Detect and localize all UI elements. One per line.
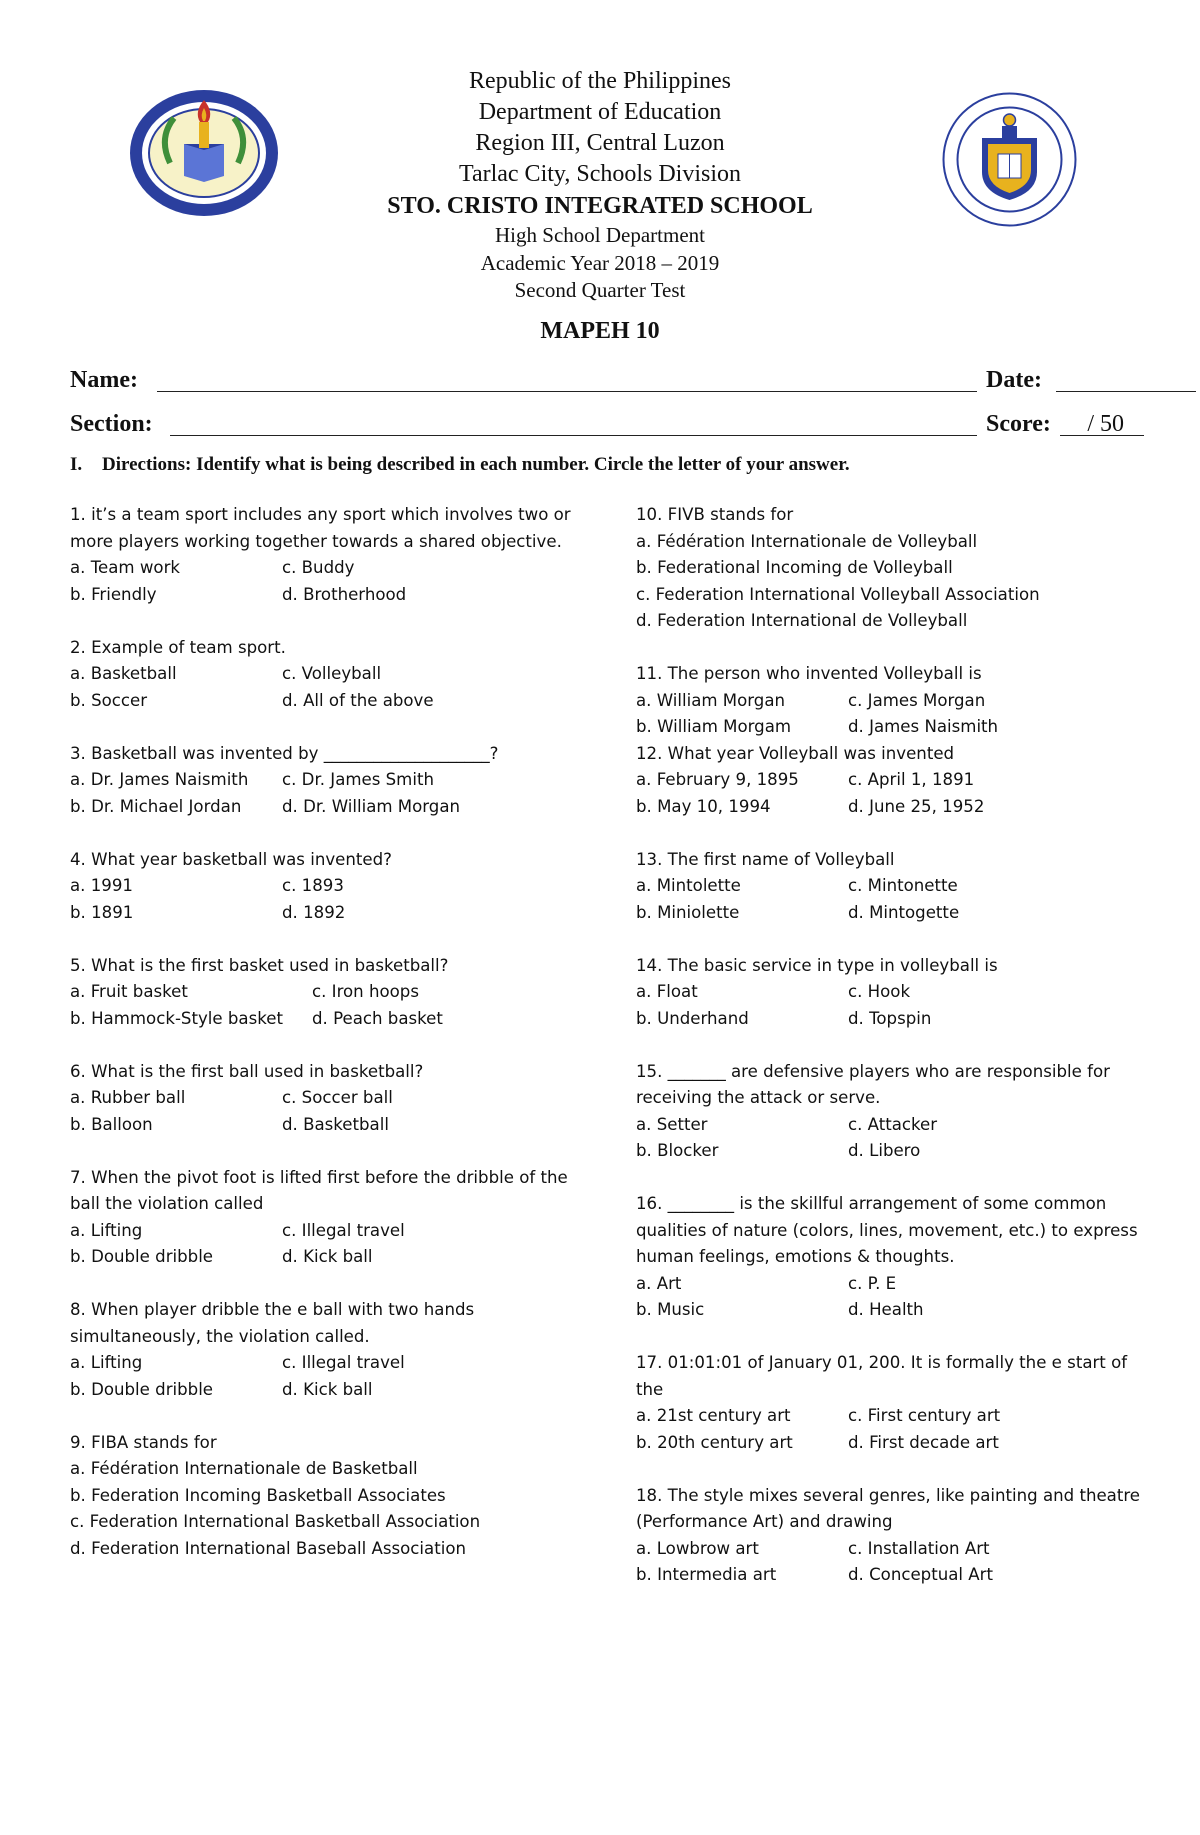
option-c[interactable]: c. Illegal travel [282, 1220, 405, 1240]
option-b[interactable]: b. Music [636, 1300, 705, 1319]
option-a[interactable]: a. Mintolette [636, 876, 741, 895]
name-label: Name: [70, 367, 138, 393]
academic-year: Academic Year 2018 – 2019 [480, 250, 720, 275]
section-label: Section: [70, 411, 153, 437]
question-stem: 17. 01:01:01 of January 01, 200. It is formally the e start of the [636, 1353, 1128, 1399]
section-score-row [70, 406, 1128, 442]
option-c[interactable]: c. 1893 [282, 876, 344, 895]
question-stem: 12. What year Volleyball was invented [636, 743, 955, 763]
option-c[interactable]: c. Dr. James Smith [282, 770, 434, 789]
department: High School Department [495, 223, 705, 247]
school-name: STO. CRISTO INTEGRATED SCHOOL [387, 193, 813, 219]
option-b[interactable]: b. Federational Incoming de Volleyball [636, 558, 953, 577]
option-d[interactable]: d. Peach basket [312, 1008, 443, 1028]
option-b[interactable]: b. Double dribble [70, 1247, 214, 1266]
subject-title: MAPEH 10 [540, 317, 660, 344]
option-d[interactable]: d. June 25, 1952 [848, 796, 985, 816]
question-3 [70, 741, 590, 821]
question-stem: 15. _______ are defensive players who are responsible for receiving the attack or serve. [636, 1061, 1110, 1107]
question-5 [70, 953, 590, 1033]
option-a[interactable]: a. Lifting [70, 1353, 143, 1372]
option-a[interactable]: a. Team work [70, 558, 181, 577]
option-c[interactable]: c. James Morgan [848, 690, 986, 710]
option-d[interactable]: d. Kick ball [282, 1379, 373, 1399]
section-field[interactable] [170, 435, 977, 436]
question-18 [636, 1483, 1156, 1589]
score-label: Score: [986, 411, 1051, 437]
option-d[interactable]: d. 1892 [282, 902, 346, 922]
question-stem: 1. it’s a team sport includes any sport which involves two or more players working together towards a shared objective. [70, 505, 571, 551]
option-a[interactable]: a. Fédération Internationale de Basketball [70, 1459, 418, 1478]
option-b[interactable]: b. Balloon [70, 1114, 153, 1134]
option-a[interactable]: a. Fédération Internationale de Volleyball [636, 531, 978, 551]
question-13 [636, 847, 1156, 927]
question-2 [70, 635, 590, 715]
question-7 [70, 1165, 590, 1271]
option-b[interactable]: b. 1891 [70, 902, 134, 922]
option-b[interactable]: b. Hammock-Style basket [70, 1008, 283, 1028]
option-c[interactable]: c. P. E [848, 1273, 897, 1293]
header-line-1: Republic of the Philippines [469, 68, 731, 94]
option-d[interactable]: d. James Naismith [848, 717, 999, 736]
header-line-3: Region III, Central Luzon [475, 130, 725, 156]
option-a[interactable]: a. February 9, 1895 [636, 770, 799, 789]
option-a[interactable]: a. Fruit basket [70, 982, 188, 1001]
option-c[interactable]: c. Hook [848, 982, 911, 1001]
option-a[interactable]: a. Setter [636, 1114, 708, 1134]
question-14 [636, 953, 1156, 1033]
question-stem: 3. Basketball was invented by ____________________? [70, 743, 499, 763]
question-stem: 5. What is the first basket used in basketball? [70, 955, 449, 975]
date-label: Date: [986, 367, 1042, 393]
option-b[interactable]: b. Soccer [70, 690, 148, 710]
option-d[interactable]: d. Brotherhood [282, 584, 407, 604]
option-c[interactable]: c. April 1, 1891 [848, 770, 975, 789]
option-d[interactable]: d. Dr. William Morgan [282, 796, 461, 816]
option-c[interactable]: c. Federation International Volleyball Association [636, 584, 1040, 604]
option-a[interactable]: a. Basketball [70, 664, 177, 683]
question-stem: 10. FIVB stands for [636, 505, 794, 524]
header-line-2: Department of Education [478, 99, 722, 125]
option-d[interactable]: d. Mintogette [848, 902, 960, 922]
question-stem: 9. FIBA stands for [70, 1432, 217, 1452]
option-a[interactable]: a. 1991 [70, 876, 133, 895]
option-c[interactable]: c. Attacker [848, 1114, 938, 1134]
directions-text: Directions: Identify what is being described in each number. Circle the letter of your answer. [102, 454, 850, 475]
option-d[interactable]: d. Basketball [282, 1114, 389, 1134]
option-a[interactable]: a. Art [636, 1273, 682, 1293]
option-b[interactable]: b. Miniolette [636, 902, 740, 922]
option-d[interactable]: d. Federation International de Volleyball [636, 611, 968, 630]
option-c[interactable]: c. Volleyball [282, 664, 382, 683]
option-d[interactable]: d. Federation International Baseball Association [70, 1538, 466, 1558]
name-date-row [70, 362, 1128, 398]
question-17 [636, 1350, 1156, 1456]
question-stem: 2. Example of team sport. [70, 637, 286, 657]
option-c[interactable]: c. Mintonette [848, 876, 958, 895]
question-stem: 11. The person who invented Volleyball is [636, 664, 982, 683]
date-field[interactable] [1056, 391, 1196, 392]
question-stem: 13. The first name of Volleyball [636, 849, 895, 869]
question-stem: 6. What is the first ball used in basketball? [70, 1061, 424, 1081]
option-d[interactable]: d. First decade art [848, 1432, 999, 1452]
option-a[interactable]: a. Dr. James Naismith [70, 770, 249, 789]
option-b[interactable]: b. Double dribble [70, 1379, 214, 1399]
option-c[interactable]: c. First century art [848, 1406, 1001, 1425]
directions [70, 454, 1130, 476]
question-stem: 8. When player dribble the e ball with two hands simultaneously, the violation called. [70, 1300, 475, 1346]
option-a[interactable]: a. William Morgan [636, 690, 786, 710]
name-field[interactable] [157, 391, 977, 392]
header-line-4: Tarlac City, Schools Division [458, 161, 742, 187]
option-a[interactable]: a. Float [636, 982, 698, 1001]
part-number: I. [70, 454, 83, 475]
option-d[interactable]: d. Conceptual Art [848, 1565, 993, 1584]
question-8 [70, 1297, 590, 1403]
option-d[interactable]: d. Health [848, 1300, 924, 1319]
option-d[interactable]: d. Topspin [848, 1008, 932, 1028]
option-c[interactable]: c. Iron hoops [312, 982, 419, 1001]
option-b[interactable]: b. May 10, 1994 [636, 796, 771, 816]
question-1 [70, 502, 590, 608]
option-c[interactable]: c. Federation International Basketball Association [70, 1512, 481, 1531]
option-a[interactable]: a. Lowbrow art [636, 1538, 759, 1558]
option-b[interactable]: b. Intermedia art [636, 1565, 777, 1584]
option-b[interactable]: b. Federation Incoming Basketball Associates [70, 1485, 446, 1505]
option-a[interactable]: a. Lifting [70, 1220, 143, 1240]
test-name: Second Quarter Test [514, 278, 686, 302]
question-stem: 16. ________ is the skillful arrangement of some common qualities of nature (colors, lines, movement, etc.) to express human feelings, emotions & thoughts. [636, 1194, 1138, 1266]
question-stem: 4. What year basketball was invented? [70, 849, 392, 869]
question-4 [70, 847, 590, 927]
option-a[interactable]: a. 21st century art [636, 1406, 791, 1425]
document-header [0, 66, 1200, 345]
option-b[interactable]: b. Friendly [70, 584, 157, 604]
score-total: / 50 [1087, 411, 1124, 437]
question-15 [636, 1059, 1156, 1165]
option-c[interactable]: c. Soccer ball [282, 1088, 393, 1107]
questions-right-column [636, 502, 1156, 1589]
question-11 [636, 661, 1156, 741]
question-10 [636, 502, 1156, 635]
option-b[interactable]: b. Underhand [636, 1008, 749, 1028]
option-c[interactable]: c. Illegal travel [282, 1353, 405, 1372]
option-d[interactable]: d. Libero [848, 1141, 921, 1160]
question-stem: 14. The basic service in type in volleyball is [636, 955, 998, 975]
question-stem: 18. The style mixes several genres, like painting and theatre (Performance Art) and drawing [636, 1485, 1141, 1531]
option-b[interactable]: b. Dr. Michael Jordan [70, 796, 242, 816]
option-b[interactable]: b. 20th century art [636, 1432, 793, 1452]
option-c[interactable]: c. Installation Art [848, 1538, 990, 1558]
option-d[interactable]: d. All of the above [282, 690, 434, 710]
questions-left-column [70, 502, 590, 1562]
question-12 [636, 741, 1156, 821]
option-d[interactable]: d. Kick ball [282, 1247, 373, 1266]
option-a[interactable]: a. Rubber ball [70, 1088, 186, 1107]
option-b[interactable]: b. William Morgam [636, 717, 792, 736]
question-6 [70, 1059, 590, 1139]
question-16 [636, 1191, 1156, 1324]
option-b[interactable]: b. Blocker [636, 1141, 719, 1160]
option-c[interactable]: c. Buddy [282, 558, 355, 577]
question-stem: 7. When the pivot foot is lifted first before the dribble of the ball the violation called [70, 1167, 568, 1213]
question-9 [70, 1430, 590, 1563]
